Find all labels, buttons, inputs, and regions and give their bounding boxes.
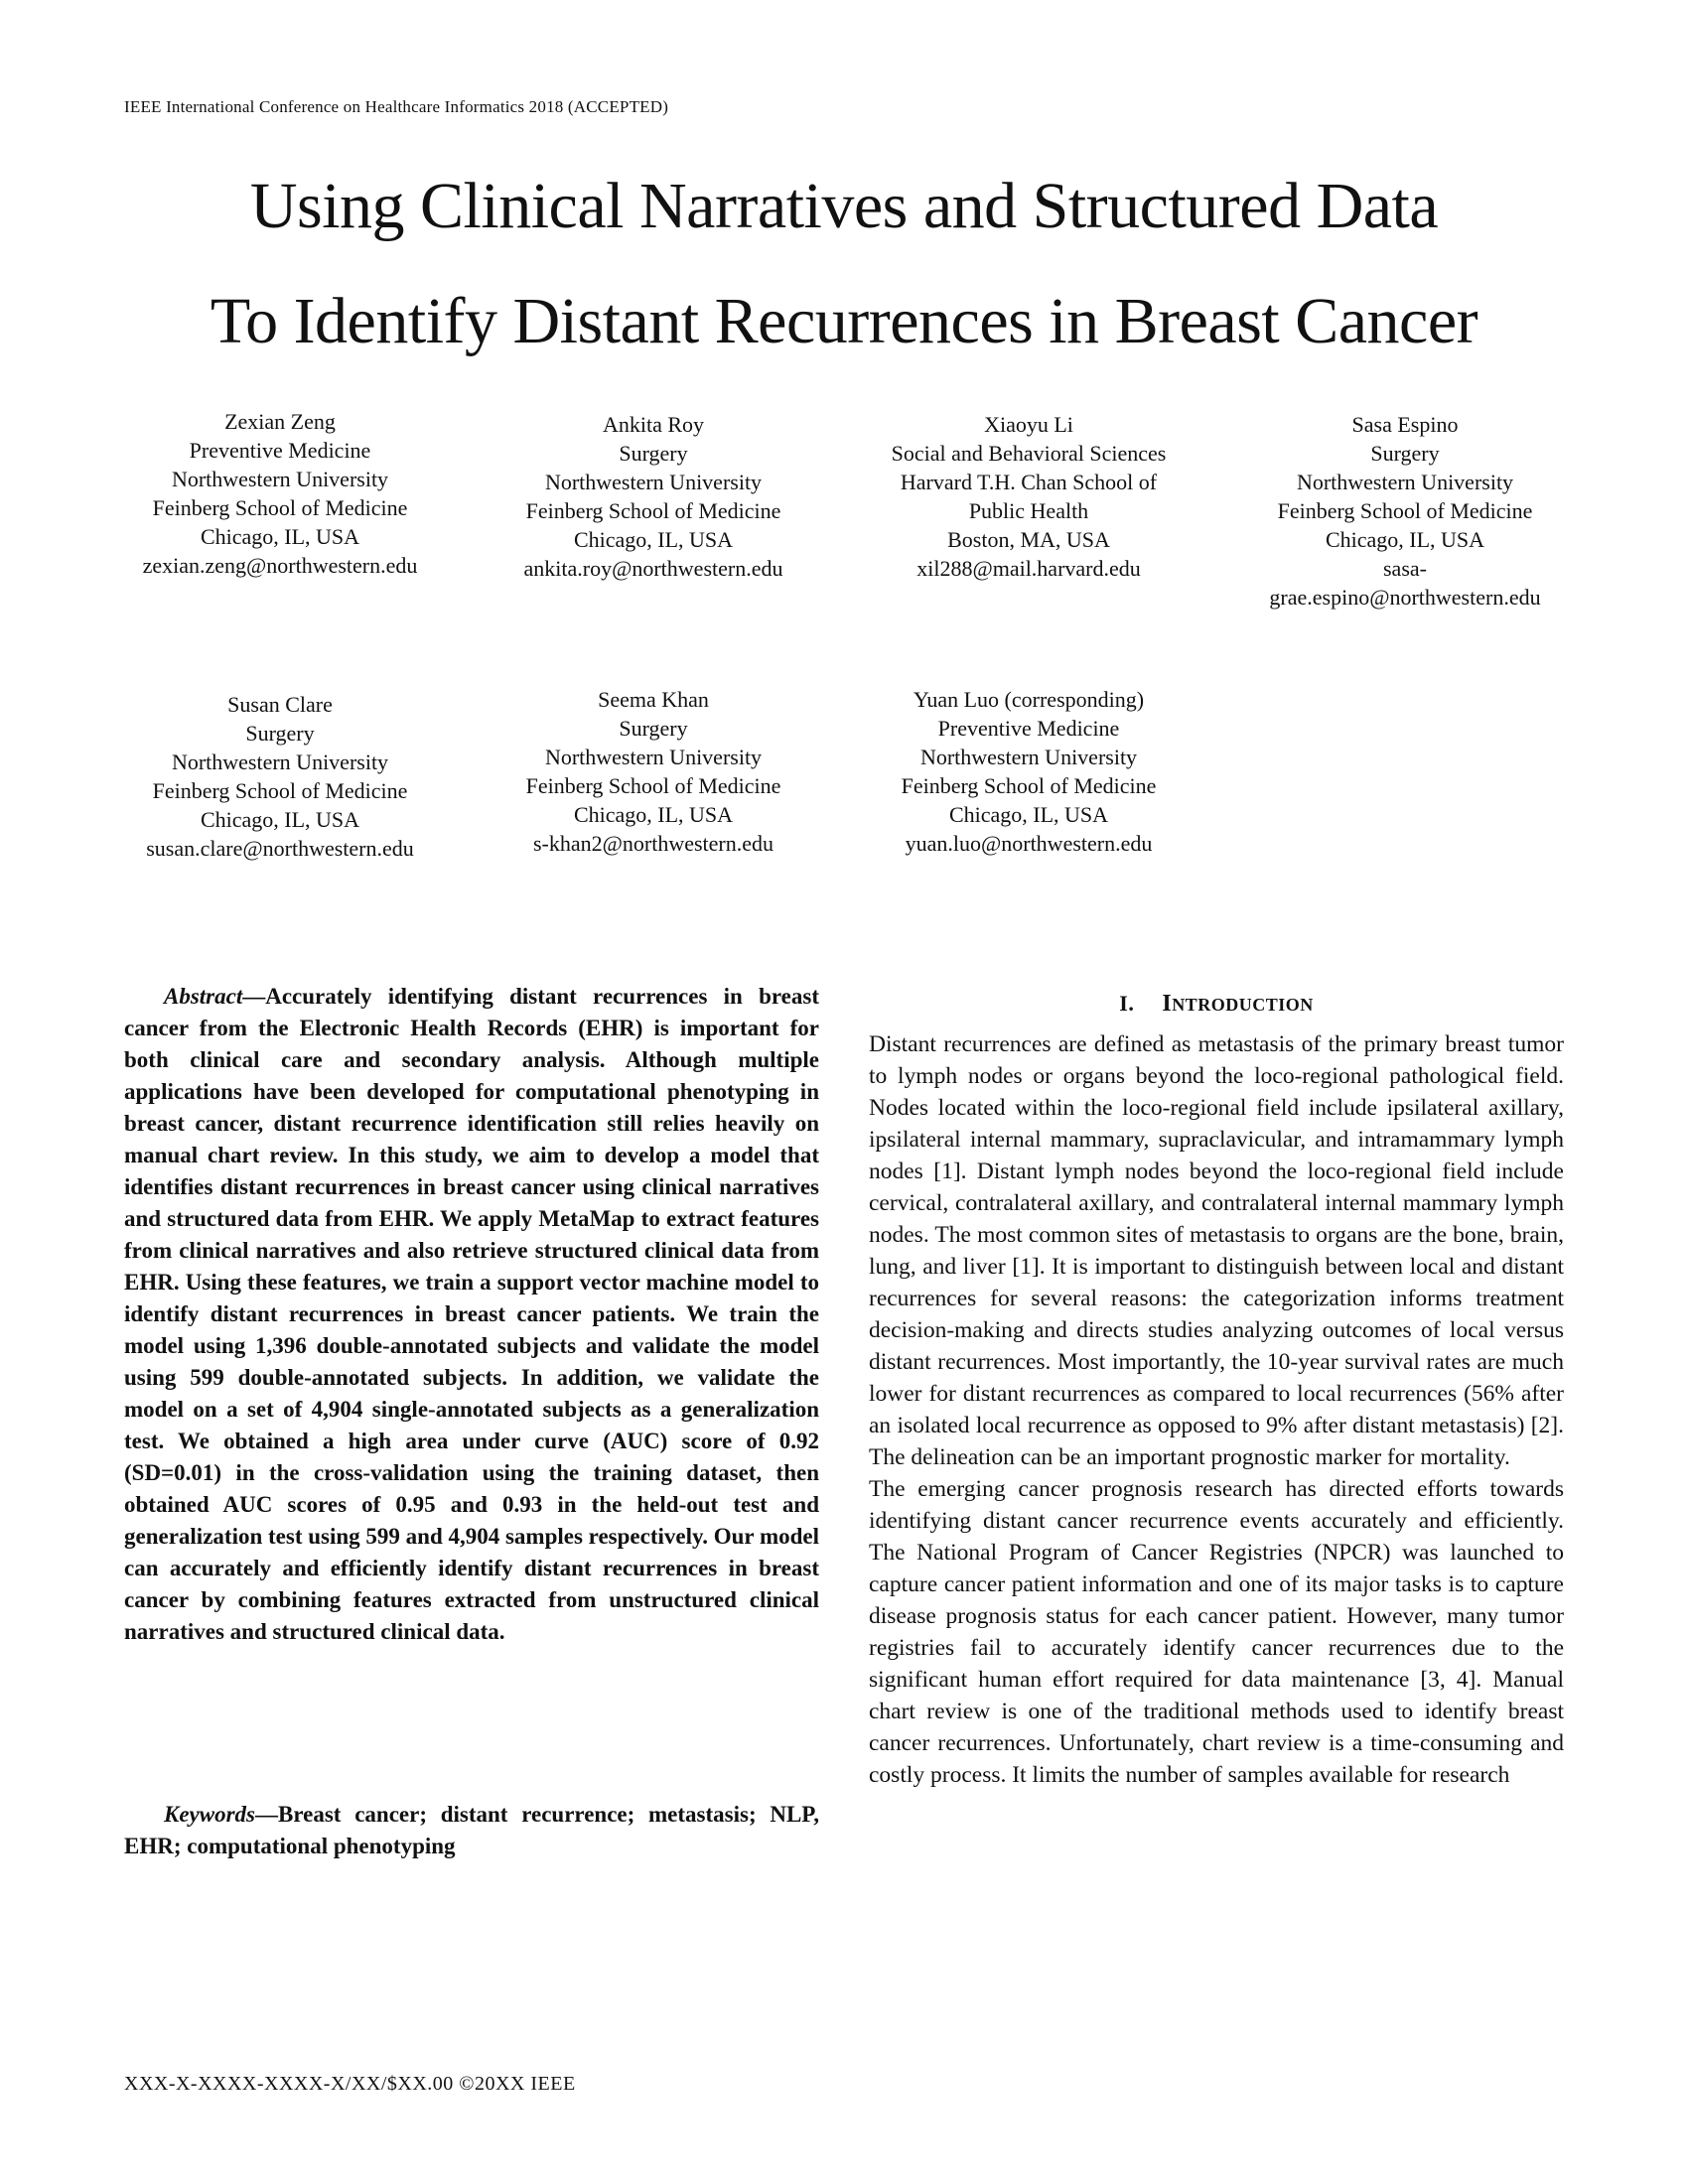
abstract-label: Abstract [164, 984, 243, 1009]
author-school: Feinberg School of Medicine [152, 495, 408, 520]
author-org: Northwestern University [1296, 470, 1514, 494]
author-dept: Preventive Medicine [937, 716, 1120, 741]
author-location: Boston, MA, USA [947, 527, 1110, 552]
author-block [1236, 410, 1574, 612]
paper-title [0, 149, 1688, 379]
author-school: Feinberg School of Medicine [152, 778, 408, 803]
author-name: Yuan Luo (corresponding) [913, 687, 1145, 712]
section-number: I. [1119, 991, 1135, 1016]
conference-header: IEEE International Conference on Healthcare Informatics 2018 (ACCEPTED) [124, 97, 669, 116]
section-heading-rest: NTRODUCTION [1172, 995, 1314, 1015]
author-block [111, 407, 449, 580]
author-dept: Surgery [1370, 441, 1440, 466]
keywords-text: Breast cancer; distant recurrence; metastasis; NLP, EHR; computational phenotyping [124, 1802, 819, 1858]
abstract-dash: — [242, 984, 266, 1009]
title-line-2: To Identify Distant Recurrences in Breast Cancer [210, 285, 1478, 357]
author-location: Chicago, IL, USA [200, 807, 360, 832]
author-org: Northwestern University [171, 750, 389, 774]
author-org: Northwestern University [544, 745, 763, 769]
author-name: Ankita Roy [602, 412, 705, 437]
author-name: Zexian Zeng [224, 409, 336, 434]
author-name: Sasa Espino [1351, 412, 1459, 437]
author-location: Chicago, IL, USA [573, 802, 734, 827]
title-line-1: Using Clinical Narratives and Structured Data [249, 170, 1439, 242]
section-heading-initial: I [1162, 991, 1173, 1017]
intro-paragraph-1: Distant recurrences are defined as metastasis of the primary breast tumor to lymph nodes or organs beyond the loco-regional pathological field. Nodes located within the loco-regional field include ipsilateral axillary, ipsilateral internal mammary, supraclavicular, and intramammary lymph nodes [1]. Distant lymph nodes beyond the loco-regional field include cervical, contralateral axillary, and contralateral internal mammary lymph nodes. The most common sites of metastasis to organs are the bone, brain, lung, and liver [1]. It is important to distinguish between local and distant recurrences for several reasons: the categorization informs treatment decision-making and directs studies analyzing outcomes of local versus distant recurrences. Most importantly, the 10-year survival rates are much lower for distant recurrences as compared to local recurrences (56% after an isolated local recurrence as opposed to 9% after distant metastasis) [2]. The delineation can be an important prognostic marker for mortality. [869, 1031, 1564, 1470]
author-block [485, 410, 822, 583]
author-email: zexian.zeng@northwestern.edu [142, 553, 418, 578]
introduction-body [869, 1028, 1564, 1791]
author-dept: Social and Behavioral Sciences [891, 441, 1167, 466]
author-school: Feinberg School of Medicine [901, 773, 1157, 798]
copyright-footer: XXX-X-XXXX-XXXX-X/XX/$XX.00 ©20XX IEEE [124, 2073, 576, 2095]
author-email: sasa- [1383, 556, 1427, 581]
author-email: xil288@mail.harvard.edu [916, 556, 1141, 581]
author-dept: Preventive Medicine [189, 438, 371, 463]
keywords-dash: — [255, 1802, 278, 1827]
abstract-text: Accurately identifying distant recurrences in breast cancer from the Electronic Health Records (EHR) is important for both clinical care and secondary analysis. Although multiple applications have been developed for computational phenotyping in breast cancer, distant recurrence identification still relies heavily on manual chart review. In this study, we aim to develop a model that identifies distant recurrences in breast cancer using clinical narratives and structured data from EHR. We apply MetaMap to extract features from clinical narratives and also retrieve structured clinical data from EHR. Using these features, we train a support vector machine model to identify distant recurrences in breast cancer patients. We train the model using 1,396 double-annotated subjects and validate the model using 599 double-annotated subjects. In addition, we validate the model on a set of 4,904 single-annotated subjects as a generalization test. We obtained a high area under curve (AUC) score of 0.92 (SD=0.01) in the cross-validation using the training dataset, then obtained AUC scores of 0.95 and 0.93 in the held-out test and generalization test using 599 and 4,904 samples respectively. Our model can accurately and efficiently identify distant recurrences in breast cancer by combining features extracted from unstructured clinical narratives and structured clinical data. [124, 984, 819, 1644]
author-org: Northwestern University [171, 467, 389, 491]
author-block [860, 685, 1197, 858]
author-name: Susan Clare [227, 692, 333, 717]
keywords [124, 1799, 819, 1862]
author-block [485, 685, 822, 858]
author-school: Feinberg School of Medicine [525, 498, 781, 523]
abstract [124, 981, 819, 1648]
author-dept: Surgery [619, 716, 688, 741]
author-email: ankita.roy@northwestern.edu [523, 556, 783, 581]
author-school: Feinberg School of Medicine [1277, 498, 1533, 523]
keywords-label: Keywords [164, 1802, 255, 1827]
author-org: Northwestern University [544, 470, 763, 494]
author-email: susan.clare@northwestern.edu [146, 836, 414, 861]
author-dept: Surgery [619, 441, 688, 466]
author-school: Public Health [968, 498, 1089, 523]
author-email: grae.espino@northwestern.edu [1269, 585, 1541, 610]
author-location: Chicago, IL, USA [200, 524, 360, 549]
author-email: s-khan2@northwestern.edu [532, 831, 774, 856]
author-name: Seema Khan [598, 687, 709, 712]
intro-paragraph-2: The emerging cancer prognosis research has directed efforts towards identifying distant cancer recurrence events accurately and efficiently. The National Program of Cancer Registries (NPCR) was launched to capture cancer patient information and one of its major tasks is to capture disease prognosis status for each cancer patient. However, many tumor registries fail to accurately identify cancer recurrences due to the significant human effort required for data maintenance [3, 4]. Manual chart review is one of the traditional methods used to identify breast cancer recurrences. Unfortunately, chart review is a time-consuming and costly process. It limits the number of samples available for research [869, 1476, 1564, 1788]
author-name: Xiaoyu Li [984, 412, 1073, 437]
author-block [860, 410, 1197, 583]
author-location: Chicago, IL, USA [948, 802, 1109, 827]
author-org: Northwestern University [919, 745, 1138, 769]
author-location: Chicago, IL, USA [573, 527, 734, 552]
author-block [111, 690, 449, 863]
author-email: yuan.luo@northwestern.edu [905, 831, 1153, 856]
author-school: Feinberg School of Medicine [525, 773, 781, 798]
author-org: Harvard T.H. Chan School of [900, 470, 1158, 494]
author-location: Chicago, IL, USA [1325, 527, 1485, 552]
author-dept: Surgery [245, 721, 315, 746]
section-heading-introduction [869, 991, 1564, 1018]
